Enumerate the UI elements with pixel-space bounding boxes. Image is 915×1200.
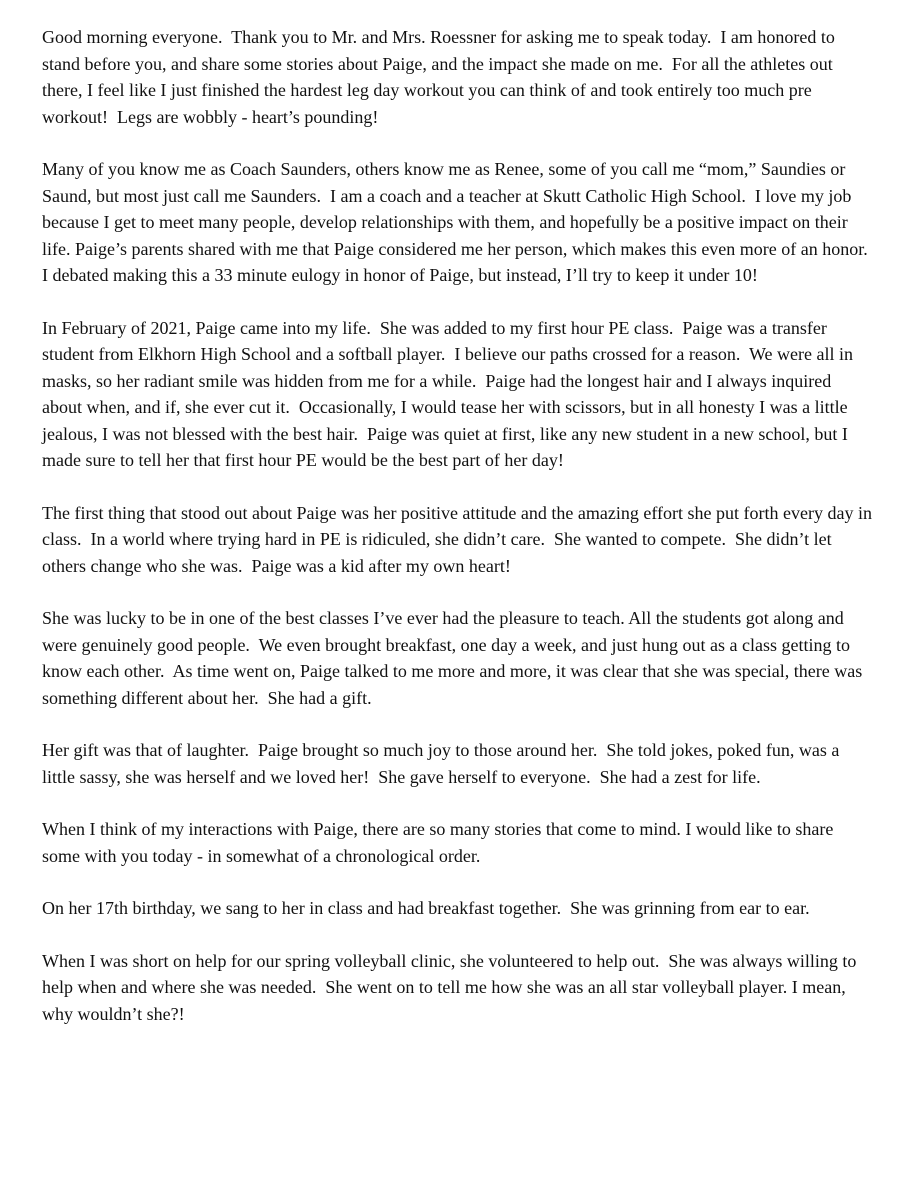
paragraph-introduction: Many of you know me as Coach Saunders, others know me as Renee, some of you call me “mom,” Saundies or Saund, but most just call me Saunders. I am a coach and a teacher at Skutt Catholic High School. I love my job because I get to meet many people, develop relationships with them, and hopefully be a positive impact on their life. Paige’s parents shared with me that Paige considered me her person, which makes this even more of an honor. I debated making this a 33 minute eulogy in honor of Paige, but instead, I’ll try to keep it under 10! (42, 159, 877, 285)
eulogy-text (42, 24, 877, 1053)
paragraph-gift-of-laughter: Her gift was that of laughter. Paige brought so much joy to those around her. She told jokes, poked fun, was a little sassy, she was herself and we loved her! She gave herself to everyone. She had a zest for life. (42, 740, 844, 787)
paragraph-stories-intro: When I think of my interactions with Paige, there are so many stories that come to mind. I would like to share some with you today - in somewhat of a chronological order. (42, 819, 838, 866)
paragraph-positive-attitude: The first thing that stood out about Paige was her positive attitude and the amazing effort she put forth every day in class. In a world where trying hard in PE is ridiculed, she didn’t care. She wanted to compete. She didn’t let others change who she was. Paige was a kid after my own heart! (42, 502, 877, 576)
paragraph-volleyball-clinic: When I was short on help for our spring volleyball clinic, she volunteered to help out. She was always willing to help when and where she was needed. She went on to tell me how she was an all star volleyball player. I mean, why wouldn’t she?! (42, 950, 861, 1024)
paragraph-first-meeting: In February of 2021, Paige came into my life. She was added to my first hour PE class. Paige was a transfer student from Elkhorn High School and a softball player. I believe our paths crossed for a reason. We were all in masks, so her radiant smile was hidden from me for a while. Paige had the longest hair and I always inquired about when, and if, she ever cut it. Occasionally, I would tease her with scissors, but in all honesty I was a little jealous, I was not blessed with the best hair. Paige was quiet at first, like any new student in a new school, but I made sure to tell her that first hour PE would be the best part of her day! (42, 317, 858, 470)
paragraph-greeting: Good morning everyone. Thank you to Mr. and Mrs. Roessner for asking me to speak today. I am honored to stand before you, and share some stories about Paige, and the impact she made on me. For all the athletes out there, I feel like I just finished the hardest leg day workout you can think of and took entirely too much pre workout! Legs are wobbly - heart’s pounding! (42, 27, 840, 127)
paragraph-best-class: She was lucky to be in one of the best classes I’ve ever had the pleasure to teach. All the students got along and were genuinely good people. We even brought breakfast, one day a week, and just hung out as a class getting to know each other. As time went on, Paige talked to me more and more, it was clear that she was special, there was something different about her. She had a gift. (42, 608, 867, 708)
paragraph-birthday: On her 17th birthday, we sang to her in class and had breakfast together. She was grinning from ear to ear. (42, 898, 810, 918)
